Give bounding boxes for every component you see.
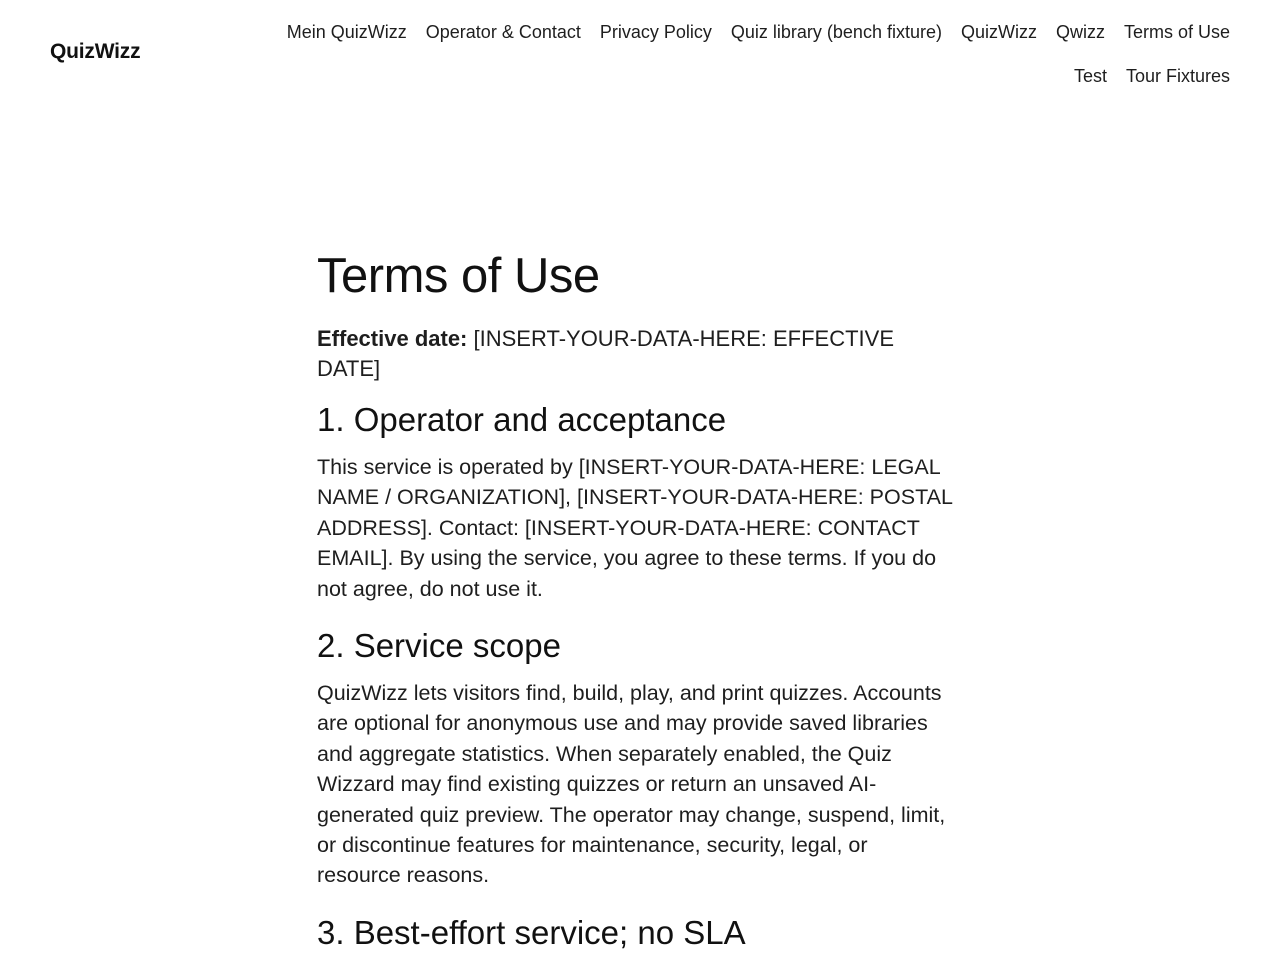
nav-item-test[interactable]: Test bbox=[1073, 66, 1107, 86]
section-body-service-scope: QuizWizz lets visitors find, build, play, and print quizzes. Accounts are optional for anonymous use and may provide saved libraries and aggregate statistics. When separately enabled, the Quiz Wizzard may find existing quizzes or return an unsaved AI-generated quiz preview. The operator may change, suspend, limit, or discontinue features for maintenance, security, legal, or resource reasons. bbox=[317, 681, 946, 888]
section-heading-service-scope: 2. Service scope bbox=[317, 627, 561, 665]
nav-item-mein-quizwizz[interactable]: Mein QuizWizz bbox=[286, 22, 407, 42]
nav-item-terms-of-use[interactable]: Terms of Use bbox=[1123, 22, 1230, 42]
effective-date-value: [INSERT-YOUR-DATA-HERE: EFFECTIVE DATE] bbox=[317, 326, 894, 381]
section-heading-operator: 1. Operator and acceptance bbox=[317, 401, 727, 438]
effective-date bbox=[317, 324, 957, 384]
page-title: Terms of Use bbox=[317, 249, 600, 303]
nav-item-privacy-policy[interactable]: Privacy Policy bbox=[599, 22, 712, 42]
nav-item-quiz-library[interactable]: Quiz library (bench fixture) bbox=[730, 22, 942, 42]
main-navigation bbox=[220, 20, 1230, 88]
nav-item-operator-contact[interactable]: Operator & Contact bbox=[425, 22, 581, 42]
effective-date-label: Effective date: bbox=[317, 326, 468, 351]
nav-item-qwizz[interactable]: Qwizz bbox=[1055, 22, 1105, 42]
site-title-link[interactable]: QuizWizz bbox=[50, 40, 141, 63]
section-heading-best-effort: 3. Best-effort service; no SLA bbox=[317, 913, 746, 951]
site-header bbox=[0, 0, 1280, 110]
nav-item-tour-fixtures[interactable]: Tour Fixtures bbox=[1125, 66, 1230, 86]
nav-item-quizwizz[interactable]: QuizWizz bbox=[960, 22, 1037, 42]
page-content bbox=[317, 246, 957, 965]
section-body-operator: This service is operated by [INSERT-YOUR-DATA-HERE: LEGAL NAME / ORGANIZATION], [INSERT-YOUR-DATA-HERE: POSTAL ADDRESS]. Contact: [INSERT-YOUR-DATA-HERE: CONTACT EMAIL]. By using the service, you agree to these terms. If you do not agree, do not use it. bbox=[317, 455, 953, 601]
